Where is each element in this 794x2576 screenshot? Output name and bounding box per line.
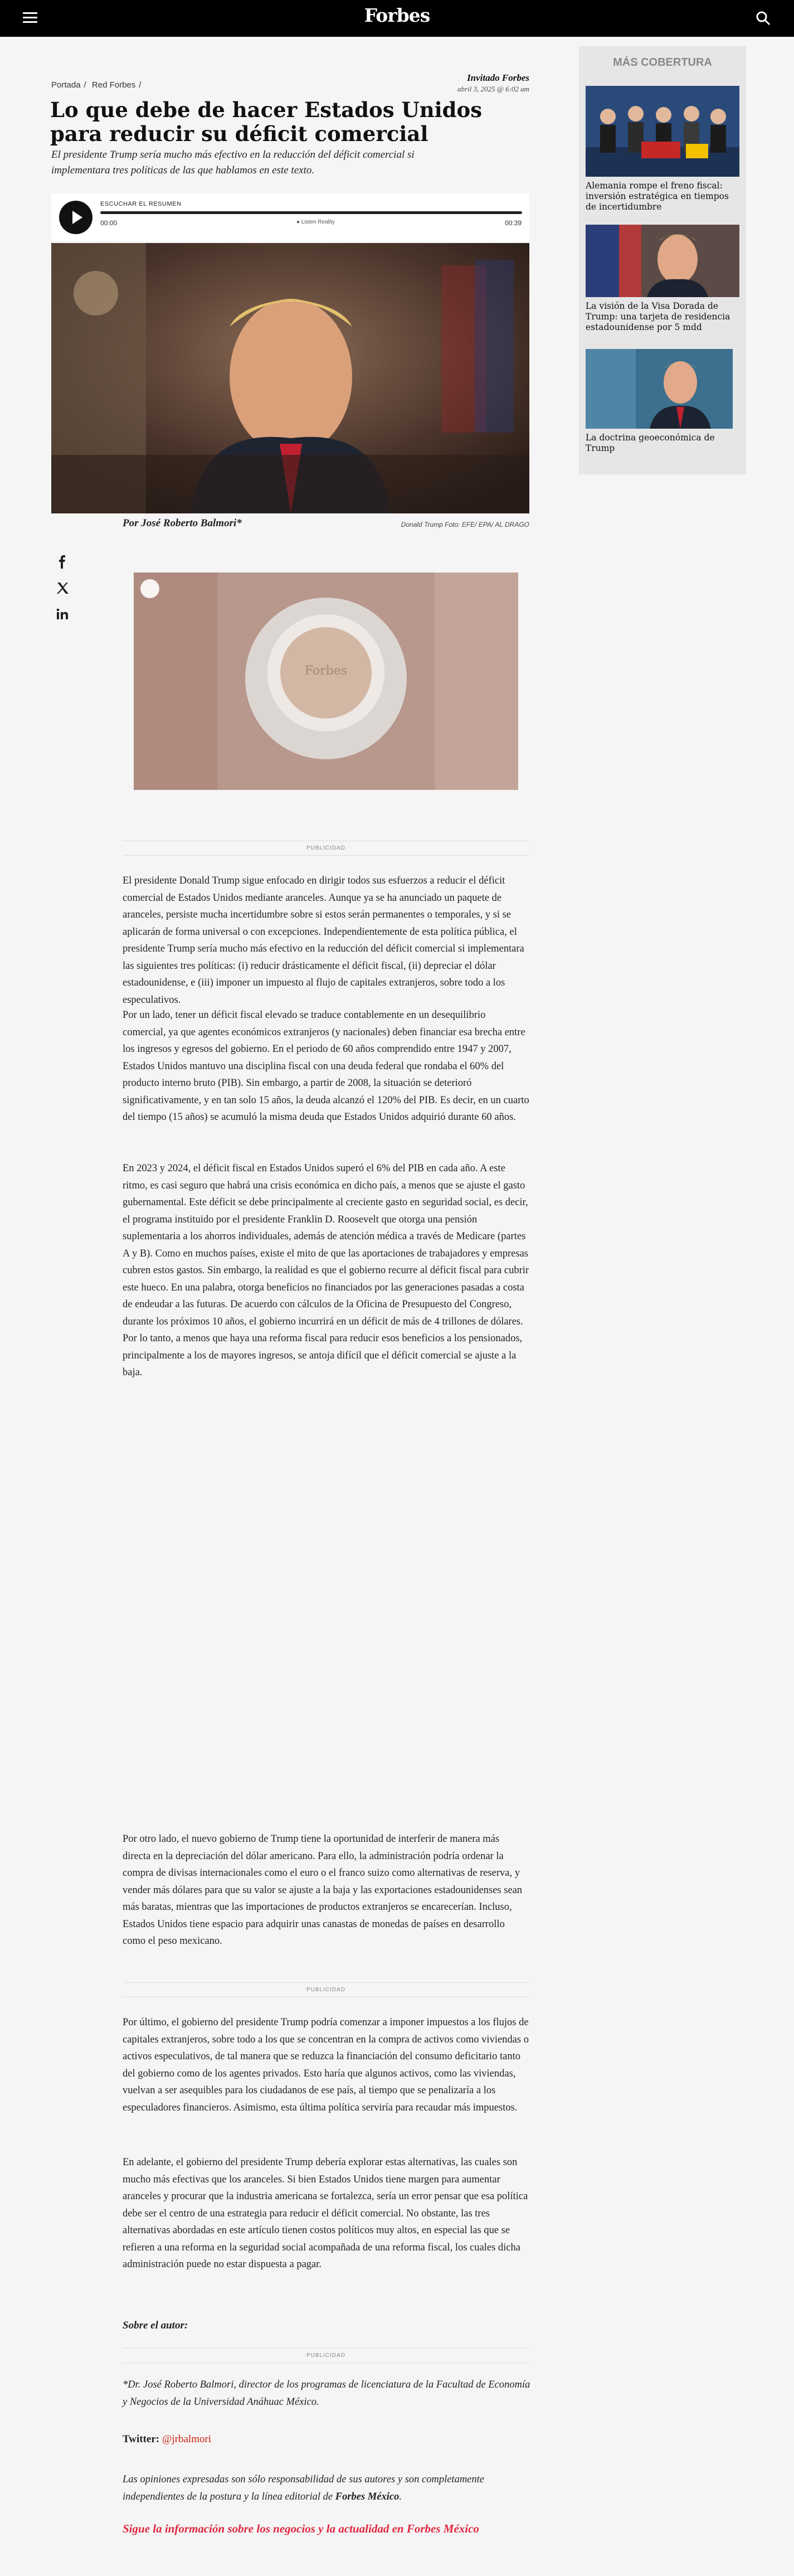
breadcrumb <box>51 80 144 90</box>
hero-photo <box>51 243 529 513</box>
author-name[interactable]: Invitado Forbes <box>467 72 529 83</box>
breadcrumb-portada[interactable]: Portada <box>51 80 81 90</box>
hero-caption: Donald Trump Foto: EFE/ EPA/ AL DRAGO <box>401 521 529 528</box>
breadcrumb-red-forbes[interactable]: Red Forbes <box>91 80 136 90</box>
disclaimer-brand: Forbes México <box>335 2491 400 2502</box>
article-paragraph: Por último, el gobierno del presidente Trump podría comenzar a imponer impuestos a los flujos de capitales extranjeros, sobre todo a los que se concentran en la compra de activos como viviendas o activos especulativos, de tal manera que se reduzca la financiación del consumo deficitario tanto del gobierno como de los agentes privados. Esto haría que algunos activos, como las viviendas, vuelvan a ser asequibles para los ciudadanos de ese país, al tiempo que se penalizaría a los especuladores financieros. Asimismo, esta última política serviría para recaudar más impuestos. <box>123 2017 529 2113</box>
ad-label: PUBLICIDAD <box>123 841 529 856</box>
audio-player <box>51 193 529 241</box>
disclaimer-end: . <box>399 2491 402 2502</box>
play-button[interactable] <box>59 201 92 234</box>
disclaimer-text: Las opiniones expresadas son sólo responsabilidad de sus autores y son completamente independientes de la postura y la línea editorial de <box>123 2474 484 2502</box>
more-coverage-sidebar <box>579 46 746 474</box>
article-paragraph: En adelante, el gobierno del presidente Trump debería explorar estas alternativas, las cuales son mucho más efectivas que los aranceles. Si bien Estados Unidos tiene margen para aumentar aranceles y procurar que la industria americana se fortalezca, sería un error pensar que esa política debe ser el centro de una estrategia para reducir el déficit comercial. No obstante, las tres alternativas abordadas en este artículo tienen costos políticos muy altos, en especial las que se refieren a una reforma en la seguridad social acompañada de una reforma fiscal, los cuales dicha administración puede no estar dispuesta a pagar. <box>123 2157 528 2270</box>
sidebar-card-image <box>586 225 739 297</box>
sidebar-card[interactable] <box>586 86 739 212</box>
mute-icon[interactable] <box>140 579 159 598</box>
article-paragraph: En 2023 y 2024, el déficit fiscal en Estados Unidos superó el 6% del PIB en cada año. A este ritmo, es casi seguro que habrá una crisis económica en dicho país, a menos que se ajuste el gasto gubernamental. Este déficit se debe principalmente al creciente gasto en seguridad social, es decir, el programa instituido por el presidente Franklin D. Roosevelt que otorga una pensión suplementaria a los ahorros individuales, además de atención médica a través de Medicare (partes A y B). Como en muchos países, existe el mito de que las aportaciones de trabajadores y empresas cubren estos gastos. Sin embargo, la realidad es que el gobierno recurre al déficit fiscal para cubrir este hueco. En una palabra, otorga beneficios no financiados por las generaciones pasadas a costa de endeudar a las futuras. De acuerdo con cálculos de la Oficina de Presupuesto del Congreso, durante los próximos 10 años, el gobierno incurrirá en un déficit de más de 4 trillones de dólares. Por lo tanto, a menos que haya una reforma fiscal para reducir esos beneficios a los pensionados, principalmente a los de mayores ingresos, se antoja difícil que el déficit comercial se ajuste a la baja. <box>123 1163 529 1378</box>
video-thumbnail <box>134 573 518 790</box>
audio-current-time: 00:00 <box>100 219 118 227</box>
audio-progress-bar[interactable] <box>100 211 522 214</box>
video-player[interactable] <box>134 573 518 790</box>
article-byline: Por José Roberto Balmori* <box>123 517 242 529</box>
author-note: *Dr. José Roberto Balmori, director de los programas de licenciatura de la Facultad de Economía y Negocios de la Universidad Anáhuac México. <box>123 2379 530 2408</box>
article-paragraph: Por otro lado, el nuevo gobierno de Trump tiene la oportunidad de interferir de manera más directa en la depreciación del dólar americano. Para ello, la administración podría ordenar la compra de divisas internacionales como el euro o el franco suizo como alternativas de reserva, y vender más dólares para que su valor se ajuste a la baja y las exportaciones estadounidenses sean más baratas, mientras que las importaciones de productos extranjeros se encarecerían. Incluso, Estados Unidos tiene espacio para adquirir unas canastas de monedas de países en desarrollo como el peso mexicano. <box>123 1833 523 1947</box>
twitter-handle-link[interactable]: @jrbalmori <box>162 2433 212 2445</box>
about-author-label: Sobre el autor: <box>123 2320 188 2331</box>
author-box <box>457 72 529 94</box>
breadcrumb-separator: / <box>139 80 142 90</box>
top-navigation-bar <box>0 0 794 37</box>
disclaimer <box>123 2471 535 2506</box>
facebook-icon[interactable] <box>53 553 71 571</box>
linkedin-icon[interactable] <box>53 605 71 623</box>
sidebar-card-title: La doctrina geoeconómica de Trump <box>586 433 715 453</box>
publish-date: abril 3, 2025 @ 6:02 am <box>457 85 529 93</box>
search-icon[interactable] <box>755 10 772 27</box>
breadcrumb-separator: / <box>84 80 86 90</box>
article-dek: El presidente Trump sería mucho más efectivo en la reducción del déficit comercial si implementara tres políticas de las que hablamos en este texto. <box>51 149 415 176</box>
sidebar-title: MÁS COBERTURA <box>613 56 712 69</box>
twitter-label: Twitter: <box>123 2433 160 2445</box>
sidebar-card-title: La visión de la Visa Dorada de Trump: una tarjeta de residencia estadounidense por 5 mdd <box>586 301 730 332</box>
forbes-logo[interactable]: Forbes <box>364 4 430 26</box>
ad-label: PUBLICIDAD <box>123 2348 529 2363</box>
article-title: Lo que debe de hacer Estados Unidos para reducir su déficit comercial <box>50 98 483 146</box>
audio-duration: 00:39 <box>504 219 522 227</box>
article-paragraph: El presidente Donald Trump sigue enfocado en dirigir todos sus esfuerzos a reducir el déficit comercial de Estados Unidos mediante aranceles. Aunque ya se ha anunciado un paquete de aranceles, persiste mucha incertidumbre sobre si estos serán permanentes o temporales, y si se aplicarán de forma universal o con excepciones. Independientemente de esta política pública, el presidente Trump sería mucho más efectivo en la reducción del déficit comercial si implementara las siguientes tres políticas: (i) reducir drásticamente el déficit fiscal, (ii) depreciar el dólar estadounidense, e (iii) imponer un impuesto al flujo de capitales extranjeros, sobre todo a los especulativos. <box>123 875 524 1006</box>
follow-forbes-link[interactable]: Sigue la información sobre los negocios y la actualidad en Forbes México <box>123 2522 479 2535</box>
svg-text:Forbes: Forbes <box>304 664 348 678</box>
audio-brand: ● Listen Reality <box>296 219 335 225</box>
sidebar-card-image <box>586 86 739 177</box>
audio-label: ESCUCHAR EL RESUMEN <box>100 201 182 207</box>
sidebar-card-image <box>586 349 733 429</box>
sidebar-card[interactable] <box>586 225 739 333</box>
article-paragraph: Por un lado, tener un déficit fiscal elevado se traduce contablemente en un desequilibrio comercial, ya que agentes económicos extranjeros (y nacionales) deben financiar esa brecha entre los ingresos y egresos del gobierno. En el periodo de 60 años comprendido entre 1947 y 2007, Estados Unidos mantuvo una disciplina fiscal con una deuda federal que rondaba el 60% del producto interno bruto (PIB). Sin embargo, a partir de 2008, la situación se deterioró significativamente, y en tan solo 15 años, la deuda alcanzó el 120% del PIB. Es decir, en un cuarto del tiempo (15 años) se acumuló la misma deuda que Estados Unidos adquirió durante 60 años. <box>123 1010 529 1123</box>
sidebar-card-title: Alemania rompe el freno fiscal: inversión estratégica en tiempos de incertidumbre <box>586 181 729 212</box>
twitter-line <box>123 2433 211 2446</box>
hero-image <box>51 243 529 513</box>
ad-label: PUBLICIDAD <box>123 1982 529 1997</box>
sidebar-card[interactable] <box>586 349 739 454</box>
x-icon[interactable] <box>53 579 71 597</box>
